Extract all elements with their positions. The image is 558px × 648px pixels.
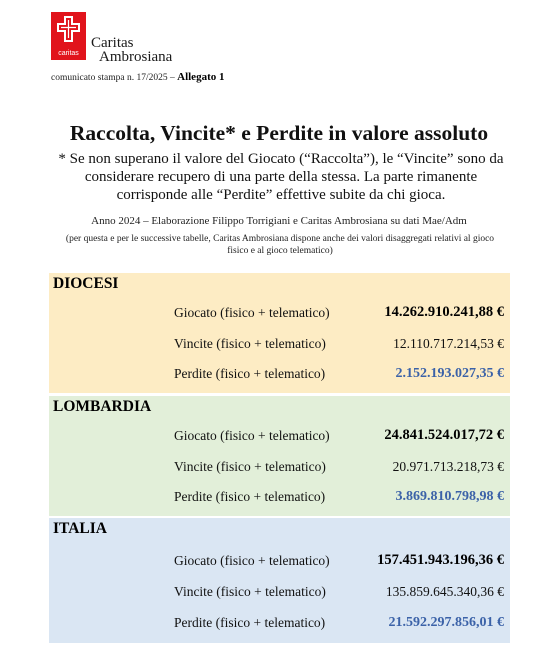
table-diocesi: [49, 273, 510, 393]
page-title: Raccolta, Vincite* e Perdite in valore assoluto: [69, 121, 489, 145]
brand-line-1: Caritas: [91, 35, 134, 51]
row-value: 24.841.524.017,72 €: [384, 427, 504, 443]
row-label: Perdite (fisico + telematico): [174, 615, 326, 630]
table-lombardia: [49, 396, 510, 516]
table-row-vincite: [49, 333, 510, 357]
table-row-perdite: [49, 363, 510, 387]
table-title-italia: ITALIA: [53, 520, 107, 537]
row-value: 3.869.810.798,98 €: [395, 489, 504, 504]
table-row-vincite: [49, 456, 510, 480]
table-row-perdite: [49, 486, 510, 510]
caritas-logo: [51, 12, 86, 60]
table-title-lombardia: LOMBARDIA: [53, 398, 152, 415]
row-label: Perdite (fisico + telematico): [174, 366, 326, 381]
press-release-number: comunicato stampa n. 17/2025 –: [51, 73, 175, 83]
row-value: 157.451.943.196,36 €: [377, 552, 504, 568]
press-release-line: [51, 71, 224, 83]
attachment-label: Allegato 1: [177, 71, 225, 83]
brand-line-2: Ambrosiana: [99, 49, 173, 65]
row-label: Giocato (fisico + telematico): [174, 305, 330, 320]
disaggregation-note: (per questa e per le successive tabelle, Caritas Ambrosiana dispone anche dei valori disaggregati relativi al gioco fisico e al gioco telematico): [65, 234, 495, 256]
table-row-giocato: [49, 425, 510, 449]
row-value: 21.592.297.856,01 €: [388, 615, 504, 630]
row-value: 14.262.910.241,88 €: [384, 304, 504, 320]
row-label: Giocato (fisico + telematico): [174, 428, 330, 443]
table-row-giocato: [49, 550, 510, 574]
table-title-diocesi: DIOCESI: [53, 275, 119, 292]
table-row-perdite: [49, 612, 510, 636]
table-row-giocato: [49, 302, 510, 326]
row-value: 12.110.717.214,53 €: [393, 336, 504, 351]
row-value: 135.859.645.340,36 €: [385, 584, 504, 599]
logo-small-text: caritas: [58, 50, 79, 57]
row-label: Perdite (fisico + telematico): [174, 489, 326, 504]
brand-name: [91, 36, 172, 64]
row-label: Vincite (fisico + telematico): [174, 584, 326, 599]
row-label: Giocato (fisico + telematico): [174, 553, 330, 568]
row-value: 20.971.713.218,73 €: [392, 459, 504, 474]
subtitle-note: * Se non superano il valore del Giocato (“Raccolta”), le “Vincite” sono da considerare recupero di una parte della stessa. La parte rimanente corrisponde alle “Perdite” effettive subite da chi gioca.: [58, 151, 504, 203]
table-row-vincite: [49, 581, 510, 605]
row-label: Vincite (fisico + telematico): [174, 336, 326, 351]
caritas-cross-icon: [56, 16, 81, 42]
row-value: 2.152.193.027,35 €: [395, 366, 504, 381]
row-label: Vincite (fisico + telematico): [174, 459, 326, 474]
data-source: Anno 2024 – Elaborazione Filippo Torrigiani e Caritas Ambrosiana su dati Mae/Adm: [91, 215, 467, 227]
table-italia: [49, 518, 510, 643]
